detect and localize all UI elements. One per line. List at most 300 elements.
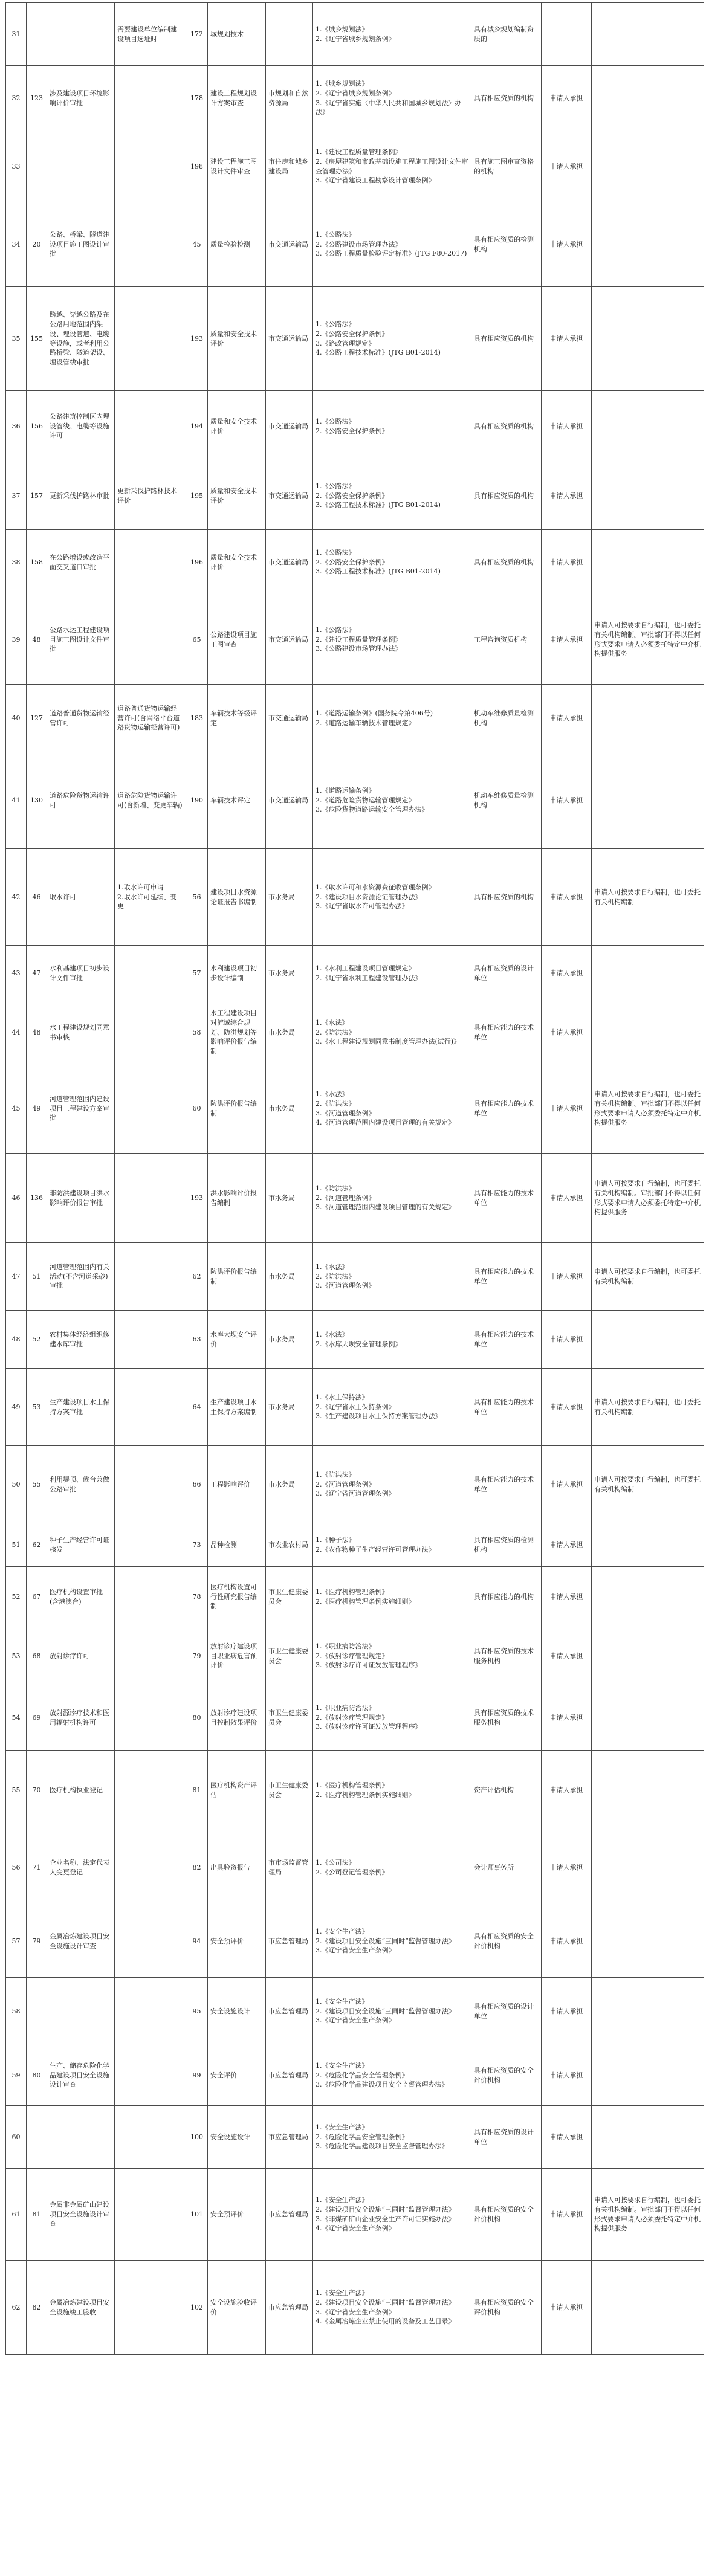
sub-item-cell — [115, 131, 186, 202]
sub-item-cell — [115, 946, 186, 1001]
fee-payer-cell: 申请人承担 — [542, 1446, 592, 1523]
service-provider-cell: 具有相应能力的技术单位 — [471, 1243, 542, 1311]
fee-payer-cell: 申请人承担 — [542, 131, 592, 202]
service-code-cell: 195 — [186, 462, 208, 530]
approval-item-cell: 种子生产经营许可证核发 — [47, 1523, 115, 1567]
department-cell: 市农业农村局 — [266, 1523, 313, 1567]
service-code-cell: 65 — [186, 595, 208, 685]
fee-payer-cell — [542, 3, 592, 66]
approval-item-cell: 放射诊疗许可 — [47, 1627, 115, 1685]
item-sequence-cell: 127 — [27, 685, 47, 752]
approval-item-cell: 利用堤顶、戗台兼做公路审批 — [47, 1446, 115, 1523]
department-cell: 市应急管理局 — [266, 1905, 313, 1978]
legal-basis-cell: 1.《安全生产法》 2.《建设项目安全设施“三同时”监督管理办法》 3.《非煤矿矿山企业安全生产许可证实施办法》 4.《辽宁省安全生产条例》 — [313, 2169, 471, 2261]
fee-payer-cell: 申请人承担 — [542, 752, 592, 849]
service-code-cell: 100 — [186, 2106, 208, 2169]
sub-item-cell — [115, 2045, 186, 2106]
service-name-cell: 质量检验检测 — [208, 202, 266, 287]
approval-item-cell: 金属冶炼建设项目安全设施竣工验收 — [47, 2261, 115, 2355]
legal-basis-cell: 1.《安全生产法》 2.《危险化学品安全管理条例》 3.《危险化学品建设项目安全监督管理办法》 — [313, 2106, 471, 2169]
sub-item-cell — [115, 1627, 186, 1685]
department-cell: 市交通运输局 — [266, 202, 313, 287]
legal-basis-cell: 1.《公路法》 2.《公路安全保护条例》 — [313, 391, 471, 462]
fee-payer-cell: 申请人承担 — [542, 1523, 592, 1567]
service-provider-cell: 具有城乡规划编制资质的 — [471, 3, 542, 66]
department-cell: 市卫生健康委员会 — [266, 1567, 313, 1627]
approval-item-cell: 非防洪建设项目洪水影响评价报告审批 — [47, 1154, 115, 1243]
legal-basis-cell: 1.《公路法》 2.《公路安全保护条例》 3.《公路工程技术标准》(JTG B01-2014) — [313, 462, 471, 530]
legal-basis-cell: 1.《水法》 2.《水库大坝安全管理条例》 — [313, 1311, 471, 1369]
item-sequence-cell: 53 — [27, 1369, 47, 1446]
table-row — [6, 2106, 704, 2169]
sub-item-cell — [115, 1751, 186, 1830]
service-name-cell: 车辆技术评定 — [208, 752, 266, 849]
item-sequence-cell — [27, 3, 47, 66]
service-code-cell: 194 — [186, 391, 208, 462]
row-number-cell: 39 — [6, 595, 27, 685]
department-cell: 市交通运输局 — [266, 391, 313, 462]
row-number-cell: 58 — [6, 1978, 27, 2045]
remarks-cell — [592, 391, 704, 462]
approval-item-cell: 医疗机构执业登记 — [47, 1751, 115, 1830]
legal-basis-cell: 1.《城乡规划法》 2.《辽宁省城乡规划条例》 3.《辽宁省实施〈中华人民共和国城乡规划法〉办法》 — [313, 66, 471, 131]
item-sequence-cell: 71 — [27, 1830, 47, 1905]
department-cell: 市水务局 — [266, 1369, 313, 1446]
legal-basis-cell: 1.《公路法》 2.《建设工程质量管理条例》 3.《公路建设市场管理办法》 — [313, 595, 471, 685]
service-provider-cell: 具有相应资质的安全评价机构 — [471, 2045, 542, 2106]
approval-item-cell: 跨越、穿越公路及在公路用地范围内架设、埋设管道、电缆等设施，或者利用公路桥梁、隧道架设、埋设管线审批 — [47, 287, 115, 391]
sub-item-cell — [115, 1523, 186, 1567]
legal-basis-cell: 1.《职业病防治法》 2.《放射诊疗管理规定》 3.《放射诊疗许可证发放管理程序》 — [313, 1685, 471, 1751]
service-provider-cell: 具有相应资质的技术服务机构 — [471, 1627, 542, 1685]
table-row — [6, 1905, 704, 1978]
service-code-cell: 198 — [186, 131, 208, 202]
service-provider-cell: 具有相应能力的机构 — [471, 1567, 542, 1627]
service-provider-cell: 具有相应资质的设计单位 — [471, 946, 542, 1001]
fee-payer-cell: 申请人承担 — [542, 946, 592, 1001]
item-sequence-cell: 155 — [27, 287, 47, 391]
remarks-cell — [592, 2045, 704, 2106]
department-cell: 市市场监督管理局 — [266, 1830, 313, 1905]
item-sequence-cell: 20 — [27, 202, 47, 287]
remarks-cell — [592, 1978, 704, 2045]
service-provider-cell: 具有相应资质的检测机构 — [471, 1523, 542, 1567]
item-sequence-cell: 62 — [27, 1523, 47, 1567]
item-sequence-cell: 136 — [27, 1154, 47, 1243]
fee-payer-cell: 申请人承担 — [542, 1311, 592, 1369]
row-number-cell: 60 — [6, 2106, 27, 2169]
legal-basis-cell: 1.《安全生产法》 2.《建设项目安全设施“三同时”监督管理办法》 3.《辽宁省安全生产条例》 4.《金属冶炼企业禁止使用的设备及工艺目录》 — [313, 2261, 471, 2355]
service-provider-cell: 会计师事务所 — [471, 1830, 542, 1905]
row-number-cell: 47 — [6, 1243, 27, 1311]
service-name-cell: 安全设施设计 — [208, 1978, 266, 2045]
table-row — [6, 1523, 704, 1567]
approval-item-cell: 生产、储存危险化学品建设项目安全设施设计审查 — [47, 2045, 115, 2106]
service-code-cell: 178 — [186, 66, 208, 131]
service-name-cell: 放射诊疗建设项目职业病危害预评价 — [208, 1627, 266, 1685]
row-number-cell: 42 — [6, 849, 27, 946]
table-row — [6, 1369, 704, 1446]
remarks-cell — [592, 2106, 704, 2169]
fee-payer-cell: 申请人承担 — [542, 685, 592, 752]
sub-item-cell — [115, 1369, 186, 1446]
service-name-cell: 工程影响评价 — [208, 1446, 266, 1523]
sub-item-cell: 1.取水许可申请 2.取水许可延续、变更 — [115, 849, 186, 946]
approval-item-cell: 公路水运工程建设项目施工图设计文件审批 — [47, 595, 115, 685]
item-sequence-cell: 69 — [27, 1685, 47, 1751]
service-code-cell: 196 — [186, 530, 208, 595]
table-row — [6, 1978, 704, 2045]
legal-basis-cell: 1.《水法》 2.《防洪法》 3.《水工程建设规划同意书制度管理办法(试行)》 — [313, 1001, 471, 1064]
table-row — [6, 2261, 704, 2355]
row-number-cell: 45 — [6, 1064, 27, 1154]
item-sequence-cell: 51 — [27, 1243, 47, 1311]
approval-item-cell — [47, 3, 115, 66]
sub-item-cell: 道路危险货物运输许可(含新增、变更车辆) — [115, 752, 186, 849]
approval-item-cell: 更新采伐护路林审批 — [47, 462, 115, 530]
item-sequence-cell: 156 — [27, 391, 47, 462]
service-provider-cell: 具有相应资质的安全评价机构 — [471, 2169, 542, 2261]
sub-item-cell — [115, 202, 186, 287]
legal-basis-cell: 1.《水土保持法》 2.《辽宁省水土保持条例》 3.《生产建设项目水土保持方案管理办法》 — [313, 1369, 471, 1446]
legal-basis-cell: 1.《公路法》 2.《公路建设市场管理办法》 3.《公路工程质量检验评定标准》(JTG F80-2017) — [313, 202, 471, 287]
approval-item-cell: 金属冶炼建设项目安全设施设计审查 — [47, 1905, 115, 1978]
service-provider-cell: 具有相应能力的技术单位 — [471, 1311, 542, 1369]
table-row — [6, 849, 704, 946]
service-name-cell: 医疗机构资产评估 — [208, 1751, 266, 1830]
service-provider-cell: 具有相应资质的技术服务机构 — [471, 1685, 542, 1751]
remarks-cell: 申请人可按要求自行编制，也可委托有关机构编制。审批部门不得以任何形式要求申请人必须委托特定中介机构提供服务 — [592, 1154, 704, 1243]
row-number-cell: 31 — [6, 3, 27, 66]
legal-basis-cell: 1.《取水许可和水资源费征收管理条例》 2.《建设项目水资源论证管理办法》 3.《辽宁省取水许可管理办法》 — [313, 849, 471, 946]
row-number-cell: 48 — [6, 1311, 27, 1369]
legal-basis-cell: 1.《公路法》 2.《公路安全保护条例》 3.《公路工程技术标准》(JTG B01-2014) — [313, 530, 471, 595]
remarks-cell: 申请人可按要求自行编制，也可委托有关机构编制。审批部门不得以任何形式要求申请人必须委托特定中介机构提供服务 — [592, 2169, 704, 2261]
row-number-cell: 43 — [6, 946, 27, 1001]
table-row — [6, 946, 704, 1001]
service-name-cell: 水库大坝安全评价 — [208, 1311, 266, 1369]
approval-item-cell — [47, 1978, 115, 2045]
remarks-cell — [592, 752, 704, 849]
remarks-cell — [592, 1830, 704, 1905]
service-name-cell: 放射诊疗建设项目控制效果评价 — [208, 1685, 266, 1751]
remarks-cell: 申请人可按要求自行编制，也可委托有关机构编制 — [592, 1369, 704, 1446]
approval-item-cell — [47, 131, 115, 202]
sub-item-cell — [115, 1830, 186, 1905]
legal-basis-cell: 1.《道路运输条例》 2.《道路危险货物运输管理规定》 3.《危险货物道路运输安全管理办法》 — [313, 752, 471, 849]
approval-item-cell: 取水许可 — [47, 849, 115, 946]
row-number-cell: 53 — [6, 1627, 27, 1685]
department-cell: 市应急管理局 — [266, 2045, 313, 2106]
approval-item-cell: 放射源诊疗技术和医用辐射机构许可 — [47, 1685, 115, 1751]
service-name-cell: 建设工程施工图设计文件审查 — [208, 131, 266, 202]
department-cell: 市水务局 — [266, 946, 313, 1001]
fee-payer-cell: 申请人承担 — [542, 1567, 592, 1627]
service-provider-cell: 具有相应资质的安全评价机构 — [471, 1905, 542, 1978]
row-number-cell: 44 — [6, 1001, 27, 1064]
remarks-cell — [592, 131, 704, 202]
sub-item-cell — [115, 1311, 186, 1369]
table-row — [6, 1830, 704, 1905]
remarks-cell: 申请人可按要求自行编制，也可委托有关机构编制 — [592, 849, 704, 946]
sub-item-cell — [115, 1446, 186, 1523]
service-provider-cell: 具有相应资质的机构 — [471, 287, 542, 391]
service-provider-cell: 具有施工图审查资格的机构 — [471, 131, 542, 202]
department-cell: 市交通运输局 — [266, 462, 313, 530]
remarks-cell — [592, 1523, 704, 1567]
approval-item-cell: 企业名称、法定代表人变更登记 — [47, 1830, 115, 1905]
sub-item-cell — [115, 1154, 186, 1243]
remarks-cell: 申请人可按要求自行编制，也可委托有关机构编制。审批部门不得以任何形式要求申请人必须委托特定中介机构提供服务 — [592, 595, 704, 685]
item-sequence-cell: 52 — [27, 1311, 47, 1369]
service-code-cell: 58 — [186, 1001, 208, 1064]
row-number-cell: 32 — [6, 66, 27, 131]
fee-payer-cell: 申请人承担 — [542, 1001, 592, 1064]
sub-item-cell: 更新采伐护路林技术评价 — [115, 462, 186, 530]
service-name-cell: 建设工程规划设计方案审查 — [208, 66, 266, 131]
department-cell: 市住房和城乡建设局 — [266, 131, 313, 202]
fee-payer-cell: 申请人承担 — [542, 462, 592, 530]
remarks-cell — [592, 2261, 704, 2355]
remarks-cell — [592, 287, 704, 391]
approval-item-cell: 道路普通货物运输经营许可 — [47, 685, 115, 752]
remarks-cell — [592, 462, 704, 530]
sub-item-cell — [115, 287, 186, 391]
service-code-cell: 101 — [186, 2169, 208, 2261]
approval-item-cell: 农村集体经济组织修建水库审批 — [47, 1311, 115, 1369]
legal-basis-cell: 1.《公路法》 2.《公路安全保护条例》 3.《路政管理规定》 4.《公路工程技术标准》(JTG B01-2014) — [313, 287, 471, 391]
table-body — [6, 3, 704, 2355]
service-code-cell: 73 — [186, 1523, 208, 1567]
service-code-cell: 81 — [186, 1751, 208, 1830]
item-sequence-cell: 49 — [27, 1064, 47, 1154]
remarks-cell — [592, 1627, 704, 1685]
sub-item-cell — [115, 1243, 186, 1311]
department-cell: 市水务局 — [266, 1064, 313, 1154]
fee-payer-cell: 申请人承担 — [542, 530, 592, 595]
service-code-cell: 79 — [186, 1627, 208, 1685]
table-row — [6, 1751, 704, 1830]
remarks-cell: 申请人可按要求自行编制，也可委托有关机构编制 — [592, 1446, 704, 1523]
item-sequence-cell: 158 — [27, 530, 47, 595]
service-provider-cell: 具有相应资质的设计单位 — [471, 2106, 542, 2169]
department-cell: 市卫生健康委员会 — [266, 1685, 313, 1751]
department-cell: 市水务局 — [266, 1243, 313, 1311]
service-code-cell: 62 — [186, 1243, 208, 1311]
service-name-cell: 安全设施设计 — [208, 2106, 266, 2169]
remarks-cell — [592, 1311, 704, 1369]
department-cell: 市交通运输局 — [266, 595, 313, 685]
service-provider-cell: 具有相应资质的安全评价机构 — [471, 2261, 542, 2355]
service-code-cell: 56 — [186, 849, 208, 946]
table-row — [6, 287, 704, 391]
service-code-cell: 99 — [186, 2045, 208, 2106]
department-cell: 市交通运输局 — [266, 287, 313, 391]
approval-item-cell: 水工程建设规划同意书审核 — [47, 1001, 115, 1064]
item-sequence-cell: 48 — [27, 595, 47, 685]
service-code-cell: 78 — [186, 1567, 208, 1627]
fee-payer-cell: 申请人承担 — [542, 1751, 592, 1830]
department-cell: 市水务局 — [266, 1001, 313, 1064]
department-cell: 市水务局 — [266, 1311, 313, 1369]
fee-payer-cell: 申请人承担 — [542, 1154, 592, 1243]
service-provider-cell: 具有相应资质的机构 — [471, 849, 542, 946]
row-number-cell: 50 — [6, 1446, 27, 1523]
sub-item-cell — [115, 391, 186, 462]
approval-item-cell: 生产建设项目水土保持方案审批 — [47, 1369, 115, 1446]
legal-basis-cell: 1.《防洪法》 2.《河道管理条例》 3.《河道管理范围内建设项目管理的有关规定》 — [313, 1154, 471, 1243]
table-row — [6, 1064, 704, 1154]
fee-payer-cell: 申请人承担 — [542, 2045, 592, 2106]
remarks-cell — [592, 1751, 704, 1830]
remarks-cell: 申请人可按要求自行编制，也可委托有关机构编制。审批部门不得以任何形式要求申请人必须委托特定中介机构提供服务 — [592, 1064, 704, 1154]
service-code-cell: 63 — [186, 1311, 208, 1369]
row-number-cell: 37 — [6, 462, 27, 530]
table-row — [6, 752, 704, 849]
remarks-cell — [592, 202, 704, 287]
remarks-cell — [592, 530, 704, 595]
table-row — [6, 1311, 704, 1369]
row-number-cell: 41 — [6, 752, 27, 849]
approval-item-cell: 公路建筑控制区内埋设管线、电缆等设施许可 — [47, 391, 115, 462]
sub-item-cell — [115, 1905, 186, 1978]
item-sequence-cell: 81 — [27, 2169, 47, 2261]
row-number-cell: 57 — [6, 1905, 27, 1978]
table-row — [6, 1446, 704, 1523]
row-number-cell: 49 — [6, 1369, 27, 1446]
service-name-cell: 出具验资报告 — [208, 1830, 266, 1905]
service-code-cell: 64 — [186, 1369, 208, 1446]
service-name-cell: 质量和安全技术评价 — [208, 287, 266, 391]
department-cell: 市水务局 — [266, 1446, 313, 1523]
item-sequence-cell: 157 — [27, 462, 47, 530]
service-provider-cell: 具有相应资质的机构 — [471, 530, 542, 595]
item-sequence-cell — [27, 1978, 47, 2045]
service-provider-cell: 具有相应资质的检测机构 — [471, 202, 542, 287]
department-cell: 市应急管理局 — [266, 2261, 313, 2355]
sub-item-cell — [115, 2169, 186, 2261]
sub-item-cell — [115, 1567, 186, 1627]
table-row — [6, 530, 704, 595]
fee-payer-cell: 申请人承担 — [542, 1064, 592, 1154]
item-sequence-cell: 79 — [27, 1905, 47, 1978]
remarks-cell — [592, 3, 704, 66]
sub-item-cell: 道路普通货物运输经营许可(含网络平台道路货物运输经营许可) — [115, 685, 186, 752]
legal-basis-cell: 1.《水利工程建设项目管理规定》 2.《辽宁省水利工程建设管理办法》 — [313, 946, 471, 1001]
legal-basis-cell: 1.《水法》 2.《防洪法》 3.《河道管理条例》 4.《河道管理范围内建设项目管理的有关规定》 — [313, 1064, 471, 1154]
department-cell: 市卫生健康委员会 — [266, 1627, 313, 1685]
approval-item-cell: 河道管理范围内有关活动(不含河道采砂)审批 — [47, 1243, 115, 1311]
approval-item-cell: 医疗机构设置审批(含港澳台) — [47, 1567, 115, 1627]
service-name-cell: 生产建设项目水土保持方案编制 — [208, 1369, 266, 1446]
fee-payer-cell: 申请人承担 — [542, 1978, 592, 2045]
service-code-cell: 193 — [186, 1154, 208, 1243]
fee-payer-cell: 申请人承担 — [542, 66, 592, 131]
service-code-cell: 190 — [186, 752, 208, 849]
table-row — [6, 462, 704, 530]
item-sequence-cell: 46 — [27, 849, 47, 946]
approval-item-cell: 公路、桥梁、隧道建设项目施工图设计审批 — [47, 202, 115, 287]
legal-basis-cell: 1.《水法》 2.《防洪法》 3.《河道管理条例》 — [313, 1243, 471, 1311]
fee-payer-cell: 申请人承担 — [542, 287, 592, 391]
approval-item-cell: 道路危险货物运输许可 — [47, 752, 115, 849]
department-cell: 市交通运输局 — [266, 752, 313, 849]
sub-item-cell — [115, 1001, 186, 1064]
fee-payer-cell: 申请人承担 — [542, 2261, 592, 2355]
item-sequence-cell: 70 — [27, 1751, 47, 1830]
service-name-cell: 城规划技术 — [208, 3, 266, 66]
sub-item-cell — [115, 2261, 186, 2355]
item-sequence-cell: 47 — [27, 946, 47, 1001]
item-sequence-cell: 80 — [27, 2045, 47, 2106]
sub-item-cell — [115, 66, 186, 131]
department-cell: 市水务局 — [266, 849, 313, 946]
row-number-cell: 40 — [6, 685, 27, 752]
service-provider-cell: 机动车维修质量检测机构 — [471, 685, 542, 752]
department-cell: 市应急管理局 — [266, 2106, 313, 2169]
department-cell: 市应急管理局 — [266, 1978, 313, 2045]
item-sequence-cell: 67 — [27, 1567, 47, 1627]
service-provider-cell: 机动车维修质量检测机构 — [471, 752, 542, 849]
table-row — [6, 66, 704, 131]
service-name-cell: 水工程建设项目对流域综合规划、防洪规划等影响评价报告编制 — [208, 1001, 266, 1064]
approval-item-cell: 涉及建设项目环境影响评价审批 — [47, 66, 115, 131]
table-row — [6, 2045, 704, 2106]
legal-basis-cell: 1.《道路运输条例》(国务院令第406号) 2.《道路运输车辆技术管理规定》 — [313, 685, 471, 752]
table-row — [6, 1627, 704, 1685]
department-cell: 市卫生健康委员会 — [266, 1751, 313, 1830]
service-code-cell: 172 — [186, 3, 208, 66]
service-name-cell: 医疗机构设置可行性研究报告编制 — [208, 1567, 266, 1627]
row-number-cell: 38 — [6, 530, 27, 595]
fee-payer-cell: 申请人承担 — [542, 2106, 592, 2169]
fee-payer-cell: 申请人承担 — [542, 1369, 592, 1446]
table-row — [6, 391, 704, 462]
service-code-cell: 57 — [186, 946, 208, 1001]
legal-basis-cell: 1.《医疗机构管理条例》 2.《医疗机构管理条例实施细则》 — [313, 1567, 471, 1627]
service-name-cell: 建设项目水资源论证报告书编制 — [208, 849, 266, 946]
remarks-cell — [592, 1567, 704, 1627]
table-row — [6, 131, 704, 202]
service-name-cell: 安全评价 — [208, 2045, 266, 2106]
item-sequence-cell — [27, 131, 47, 202]
legal-basis-cell: 1.《建设工程质量管理条例》 2.《房屋建筑和市政基础设施工程施工图设计文件审查管理办法》 3.《辽宁省建设工程勘察设计管理条例》 — [313, 131, 471, 202]
row-number-cell: 59 — [6, 2045, 27, 2106]
approval-item-cell: 在公路增设或改造平面交叉道口审批 — [47, 530, 115, 595]
service-provider-cell: 资产评估机构 — [471, 1751, 542, 1830]
remarks-cell: 申请人可按要求自行编制，也可委托有关机构编制 — [592, 1243, 704, 1311]
row-number-cell: 51 — [6, 1523, 27, 1567]
document-page — [5, 0, 704, 2355]
service-provider-cell: 具有相应资质的机构 — [471, 66, 542, 131]
sub-item-cell — [115, 1978, 186, 2045]
remarks-cell — [592, 1685, 704, 1751]
service-code-cell: 80 — [186, 1685, 208, 1751]
legal-basis-cell: 1.《种子法》 2.《农作物种子生产经营许可管理办法》 — [313, 1523, 471, 1567]
service-name-cell: 品种检测 — [208, 1523, 266, 1567]
department-cell — [266, 3, 313, 66]
table-row — [6, 1685, 704, 1751]
service-name-cell: 洪水影响评价报告编制 — [208, 1154, 266, 1243]
item-sequence-cell: 55 — [27, 1446, 47, 1523]
item-sequence-cell: 48 — [27, 1001, 47, 1064]
department-cell: 市应急管理局 — [266, 2169, 313, 2261]
intermediary-services-table — [5, 2, 704, 2355]
fee-payer-cell: 申请人承担 — [542, 1830, 592, 1905]
service-code-cell: 66 — [186, 1446, 208, 1523]
service-provider-cell: 具有相应资质的机构 — [471, 391, 542, 462]
fee-payer-cell: 申请人承担 — [542, 849, 592, 946]
